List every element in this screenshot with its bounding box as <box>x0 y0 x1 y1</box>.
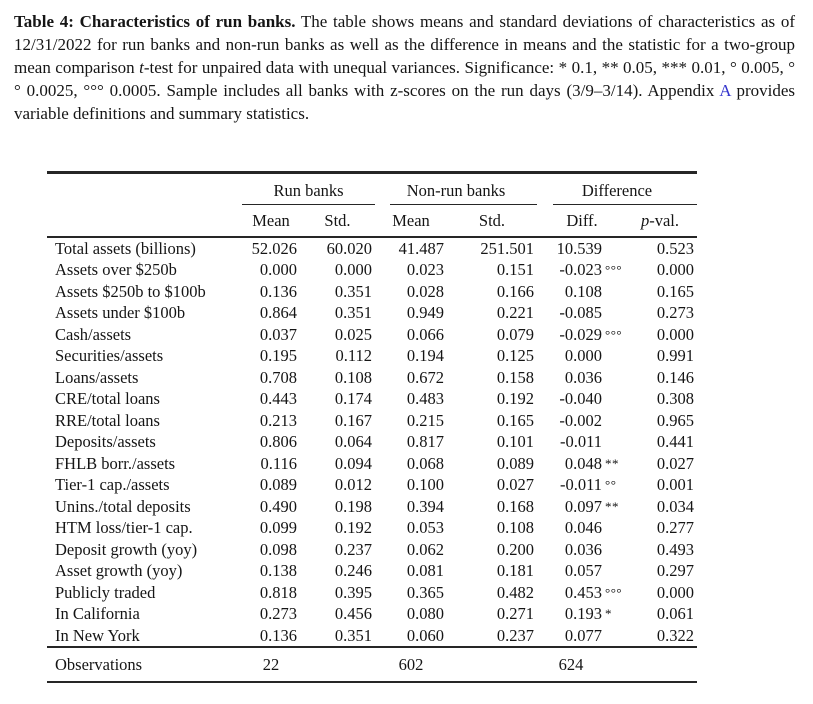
cell-run-std: 0.456 <box>334 604 372 623</box>
cell-run-mean: 0.099 <box>259 518 297 537</box>
cell-pval: 0.965 <box>656 410 694 430</box>
row-label: In New York <box>55 625 140 645</box>
cell-nonrun-std: 0.181 <box>496 561 534 580</box>
cell-run-mean: 0.098 <box>259 539 297 559</box>
cell-diff: 0.046 <box>564 518 602 537</box>
cell-pval: 0.277 <box>656 518 694 537</box>
cell-diff-significance <box>605 539 627 561</box>
table-4 <box>47 163 697 683</box>
group-non-run-banks <box>375 174 537 205</box>
cell-diff-significance <box>605 517 627 539</box>
cell-pval: 0.493 <box>656 539 694 559</box>
cell-nonrun-std: 0.108 <box>496 518 534 537</box>
row-label: Assets over $250b <box>55 260 177 279</box>
cell-nonrun-mean: 0.081 <box>406 561 444 580</box>
cell-pval: 0.308 <box>656 389 694 408</box>
observations-row <box>47 648 697 681</box>
table-row <box>47 410 697 432</box>
cell-run-mean: 0.138 <box>259 561 297 580</box>
cell-diff-significance: ** <box>605 498 619 514</box>
cell-diff-significance <box>605 431 627 453</box>
cell-diff: 0.036 <box>564 539 602 559</box>
table-row <box>47 367 697 389</box>
cell-run-mean: 0.037 <box>259 324 297 344</box>
pval-italic-p: p <box>640 210 650 230</box>
group-difference <box>537 174 697 205</box>
cell-nonrun-std: 0.101 <box>496 432 534 451</box>
cell-diff-significance <box>605 281 627 303</box>
table-row <box>47 474 697 496</box>
observations-diff: 624 <box>558 654 584 674</box>
cell-diff-significance <box>605 410 627 432</box>
cell-run-std: 0.395 <box>334 582 372 602</box>
cell-nonrun-std: 0.166 <box>496 281 534 301</box>
table-row <box>47 517 697 539</box>
cell-diff-significance: °° <box>605 477 617 492</box>
row-label: Deposit growth (yoy) <box>55 539 198 559</box>
cell-pval: 0.523 <box>656 238 694 258</box>
cell-run-std: 0.108 <box>334 367 372 387</box>
cell-run-std: 0.192 <box>334 518 372 537</box>
cell-diff-significance: °°° <box>605 326 623 342</box>
caption-italic-t: t <box>139 58 144 77</box>
cell-pval: 0.001 <box>656 475 694 494</box>
cell-run-mean: 0.818 <box>259 582 297 602</box>
cell-run-mean: 0.273 <box>259 604 297 623</box>
cell-run-mean: 0.089 <box>259 475 297 494</box>
cell-nonrun-std: 0.151 <box>496 260 534 279</box>
col-header-diff: Diff. <box>566 210 598 230</box>
cell-nonrun-mean: 0.053 <box>406 518 444 537</box>
cell-run-mean: 0.708 <box>259 367 297 387</box>
group-header-spacer <box>47 174 242 205</box>
cell-nonrun-std: 0.482 <box>496 582 534 602</box>
cell-nonrun-mean: 41.487 <box>398 238 444 258</box>
row-label: Asset growth (yoy) <box>55 561 183 580</box>
row-label: Securities/assets <box>55 346 164 365</box>
cell-diff: 0.057 <box>564 561 602 580</box>
group-label-difference: Difference <box>581 180 653 200</box>
cell-nonrun-std: 0.165 <box>496 410 534 430</box>
table-row <box>47 324 697 346</box>
row-label: Assets $250b to $100b <box>55 281 206 301</box>
cell-nonrun-std: 0.125 <box>496 346 534 365</box>
pval-rest: -val. <box>649 210 680 230</box>
row-label: Loans/assets <box>55 367 139 387</box>
observations-nonrun: 602 <box>398 654 424 674</box>
cell-diff-significance <box>605 625 627 647</box>
cell-pval: 0.165 <box>656 281 694 301</box>
cell-diff: -0.011 <box>559 475 602 494</box>
cell-diff-significance: * <box>605 606 612 621</box>
cell-diff-significance <box>605 345 627 367</box>
cell-pval: 0.991 <box>656 346 694 365</box>
cell-nonrun-std: 0.237 <box>496 625 534 645</box>
caption-text-3: provides variable definitions and summary statistics. <box>14 81 796 123</box>
row-label: Unins./total deposits <box>55 496 191 516</box>
cell-run-mean: 0.443 <box>259 389 297 408</box>
cell-nonrun-mean: 0.672 <box>406 367 444 387</box>
table-row <box>47 560 697 582</box>
cell-pval: 0.000 <box>656 260 694 279</box>
cell-diff: 0.077 <box>564 625 602 645</box>
cell-run-std: 0.064 <box>334 432 372 451</box>
cell-run-mean: 0.806 <box>259 432 297 451</box>
cell-run-mean: 0.000 <box>259 260 297 279</box>
cell-pval: 0.027 <box>656 453 694 473</box>
cell-diff: -0.040 <box>559 389 602 408</box>
table-row <box>47 582 697 604</box>
cell-diff: 0.108 <box>564 281 602 301</box>
cell-nonrun-mean: 0.066 <box>406 324 444 344</box>
cell-run-std: 0.351 <box>334 303 372 322</box>
cell-run-mean: 0.136 <box>259 625 297 645</box>
table-bottom-rule <box>47 681 697 684</box>
cell-nonrun-mean: 0.394 <box>406 496 444 516</box>
cell-pval: 0.000 <box>656 324 694 344</box>
group-header-row <box>47 174 697 205</box>
cell-diff-significance <box>605 238 627 260</box>
cell-diff: -0.011 <box>559 432 602 451</box>
cell-run-std: 0.167 <box>334 410 372 430</box>
cell-nonrun-mean: 0.028 <box>406 281 444 301</box>
table-row <box>47 431 697 453</box>
table-caption <box>14 10 795 125</box>
cell-diff: 0.048 <box>564 453 602 473</box>
cell-nonrun-std: 0.158 <box>496 367 534 387</box>
cell-pval: 0.322 <box>656 625 694 645</box>
row-label: Publicly traded <box>55 582 156 602</box>
cell-run-mean: 0.195 <box>259 346 297 365</box>
row-label: RRE/total loans <box>55 410 160 430</box>
cell-diff: 0.193 <box>564 604 602 623</box>
cell-run-mean: 0.490 <box>259 496 297 516</box>
observations-run: 22 <box>262 654 280 674</box>
table-body <box>47 238 697 647</box>
cell-run-mean: 52.026 <box>251 238 297 258</box>
row-label: HTM loss/tier-1 cap. <box>55 518 193 537</box>
row-label: Deposits/assets <box>55 432 156 451</box>
cell-run-std: 0.012 <box>334 475 372 494</box>
group-label-non-run-banks: Non-run banks <box>406 180 506 200</box>
cell-pval: 0.146 <box>656 367 694 387</box>
group-run-banks <box>242 174 375 205</box>
cell-diff: 0.036 <box>564 367 602 387</box>
cell-diff-significance <box>605 367 627 389</box>
table-row <box>47 625 697 647</box>
cell-nonrun-mean: 0.080 <box>406 604 444 623</box>
cell-diff: -0.002 <box>559 410 602 430</box>
cell-nonrun-std: 0.192 <box>496 389 534 408</box>
cell-nonrun-std: 0.089 <box>496 453 534 473</box>
cell-nonrun-mean: 0.365 <box>406 582 444 602</box>
cell-run-std: 0.198 <box>334 496 372 516</box>
caption-text-1: The table shows means and standard deviations of characteristics as of 12/31/2022 for run banks and non-run banks as well as the difference in means and the statistic for a two-group mean comparison <box>14 12 796 77</box>
cell-nonrun-mean: 0.483 <box>406 389 444 408</box>
col-header-run-std: Std. <box>324 210 351 230</box>
cell-run-std: 0.174 <box>334 389 372 408</box>
cell-nonrun-std: 0.168 <box>496 496 534 516</box>
cell-diff-significance: ** <box>605 455 619 471</box>
cell-nonrun-mean: 0.060 <box>406 625 444 645</box>
cell-run-std: 0.351 <box>334 625 372 645</box>
cell-nonrun-mean: 0.068 <box>406 453 444 473</box>
cell-diff: -0.085 <box>559 303 602 322</box>
cell-nonrun-mean: 0.817 <box>406 432 444 451</box>
table-row <box>47 302 697 324</box>
group-label-run-banks: Run banks <box>273 180 344 200</box>
cell-run-mean: 0.864 <box>259 303 297 322</box>
cell-diff-significance <box>605 302 627 324</box>
cell-nonrun-std: 0.079 <box>496 324 534 344</box>
table-row <box>47 603 697 625</box>
table-row <box>47 453 697 475</box>
col-header-nonrun-std: Std. <box>478 210 506 230</box>
table-row <box>47 238 697 260</box>
cell-run-std: 0.237 <box>334 539 372 559</box>
cell-nonrun-std: 0.271 <box>496 604 534 623</box>
table-row <box>47 496 697 518</box>
cell-run-std: 0.351 <box>334 281 372 301</box>
cell-pval: 0.000 <box>656 582 694 602</box>
cell-diff: 0.097 <box>564 496 602 516</box>
cell-run-std: 0.025 <box>334 324 372 344</box>
cell-nonrun-mean: 0.194 <box>406 346 444 365</box>
col-header-nonrun-mean: Mean <box>392 210 430 230</box>
cell-run-mean: 0.136 <box>259 281 297 301</box>
appendix-link[interactable]: A <box>719 81 731 100</box>
caption-title: Table 4: Characteristics of run banks. <box>14 12 296 31</box>
cell-diff-significance: °°° <box>605 584 623 600</box>
cell-nonrun-std: 251.501 <box>480 238 534 258</box>
table-row <box>47 281 697 303</box>
row-label: In California <box>55 604 140 623</box>
cell-nonrun-mean: 0.100 <box>406 475 444 494</box>
sub-header-spacer <box>47 205 242 236</box>
cell-nonrun-std: 0.221 <box>496 303 534 322</box>
col-header-run-mean: Mean <box>252 210 290 230</box>
cell-run-std: 0.000 <box>334 260 372 279</box>
cell-run-std: 0.112 <box>335 346 372 365</box>
cell-diff-significance <box>605 560 627 582</box>
table-row <box>47 539 697 561</box>
cell-diff: -0.029 <box>559 324 602 344</box>
cell-pval: 0.297 <box>656 561 694 580</box>
sub-header-row <box>47 205 697 236</box>
cell-pval: 0.273 <box>656 303 694 322</box>
cell-nonrun-mean: 0.949 <box>406 303 444 322</box>
cell-diff: -0.023 <box>559 260 602 279</box>
row-label: CRE/total loans <box>55 389 160 408</box>
row-label: FHLB borr./assets <box>55 453 176 473</box>
caption-text-2: -test for unpaired data with unequal variances. Significance: * 0.1, ** 0.05, *** 0.01, ° 0.005, °° 0.0025, °°° 0.0005. Sample includes all banks with z-scores on the run days (3/9–3/14). Appendix <box>14 58 795 100</box>
table-row <box>47 388 697 410</box>
cell-diff-significance: °°° <box>605 262 623 277</box>
cell-nonrun-std: 0.200 <box>496 539 534 559</box>
cell-diff: 10.539 <box>556 238 602 258</box>
row-label: Total assets (billions) <box>55 238 196 258</box>
table-row <box>47 259 697 281</box>
cell-diff-significance <box>605 388 627 410</box>
cell-run-std: 0.246 <box>334 561 372 580</box>
cell-run-std: 60.020 <box>326 238 372 258</box>
cell-pval: 0.441 <box>656 432 694 451</box>
cell-nonrun-mean: 0.023 <box>406 260 444 279</box>
cell-nonrun-std: 0.027 <box>496 475 534 494</box>
cell-diff: 0.000 <box>564 346 602 365</box>
row-label: Assets under $100b <box>55 303 186 322</box>
cell-diff: 0.453 <box>564 582 602 602</box>
cell-nonrun-mean: 0.062 <box>406 539 444 559</box>
cell-nonrun-mean: 0.215 <box>406 410 444 430</box>
cell-run-mean: 0.213 <box>259 410 297 430</box>
cell-pval: 0.061 <box>656 604 694 623</box>
col-header-pval <box>627 205 697 236</box>
cell-pval: 0.034 <box>656 496 694 516</box>
cell-run-mean: 0.116 <box>260 453 297 473</box>
table-row <box>47 345 697 367</box>
row-label: Cash/assets <box>55 324 132 344</box>
cell-run-std: 0.094 <box>334 453 372 473</box>
observations-label: Observations <box>55 654 143 674</box>
row-label: Tier-1 cap./assets <box>55 475 170 494</box>
